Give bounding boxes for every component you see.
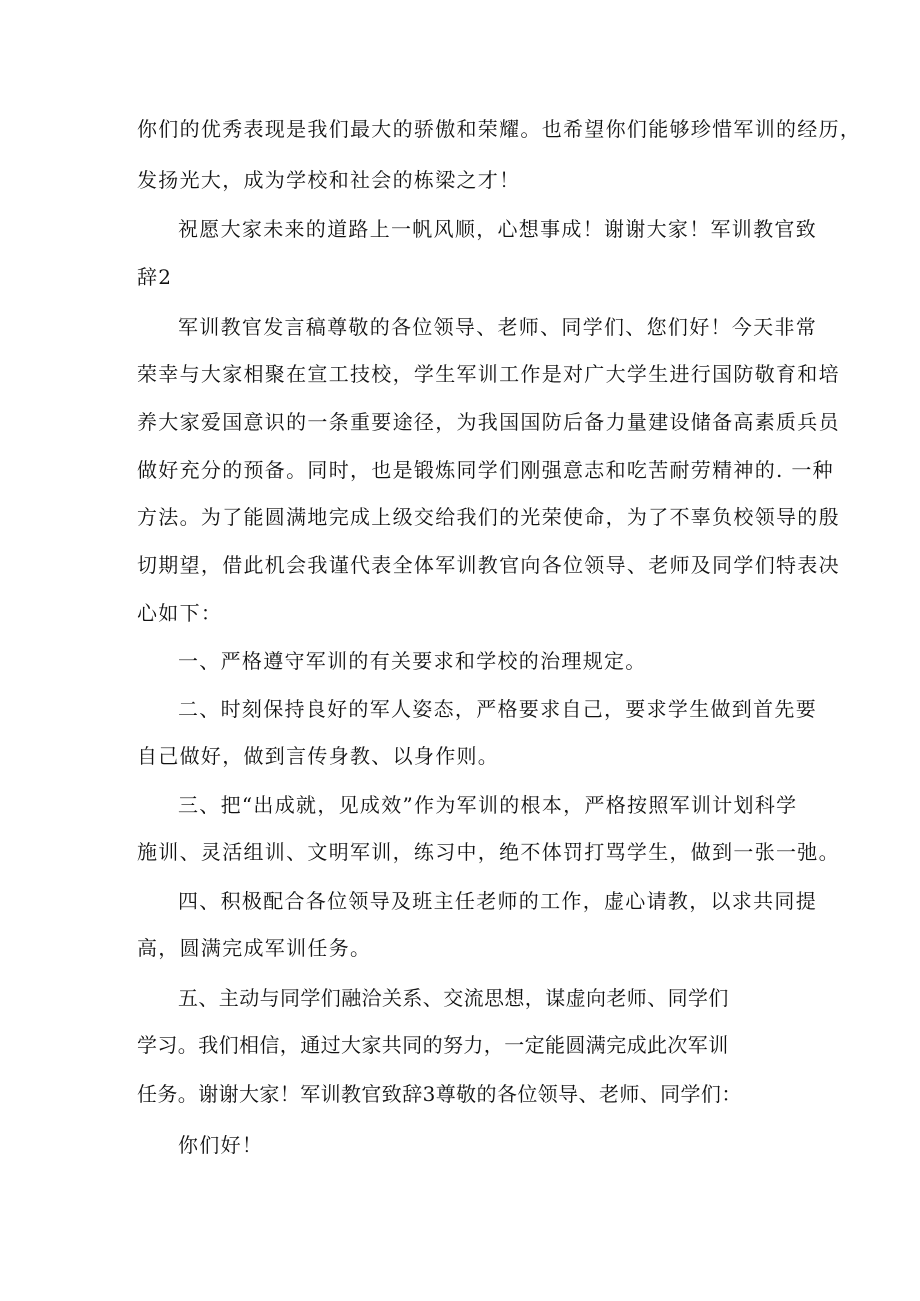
paragraph-line: 高，圆满完成军训任务。: [137, 936, 372, 960]
paragraph-line: 四、积极配合各位领导及班主任老师的工作，虚心请教，以求共同提: [178, 889, 817, 913]
paragraph-line: 你们好！: [178, 1133, 264, 1157]
paragraph-line: 二、时刻保持良好的军人姿态，严格要求自己，要求学生做到首先要: [178, 697, 817, 721]
paragraph-line: 切期望，借此机会我谨代表全体军训教官向各位领导、老师及同学们特表决: [137, 553, 840, 577]
paragraph-line: 做好充分的预备。同时，也是锻炼同学们刚强意志和吃苦耐劳精神的. 一种: [137, 458, 834, 482]
paragraph-line: 自己做好，做到言传身教、以身作则。: [137, 744, 500, 768]
paragraph-line: 任务。谢谢大家！军训教官致辞3尊敬的各位领导、老师、同学们：: [137, 1082, 742, 1106]
paragraph-line: 祝愿大家未来的道路上一帆风顺，心想事成！谢谢大家！军训教官致: [178, 217, 817, 241]
paragraph-line: 发扬光大，成为学校和社会的栋梁之才！: [137, 168, 521, 192]
paragraph-line: 一、严格遵守军训的有关要求和学校的治理规定。: [178, 649, 647, 673]
paragraph-line: 五、主动与同学们融洽关系、交流思想，谋虚向老师、同学们: [178, 986, 729, 1010]
paragraph-line: 你们的优秀表现是我们最大的骄傲和荣耀。也希望你们能够珍惜军训的经历，: [137, 117, 862, 141]
paragraph-line: 学习。我们相信，通过大家共同的努力，一定能圆满完成此次军训: [137, 1033, 729, 1057]
paragraph-line: 施训、灵活组训、文明军训，练习中，绝不体罚打骂学生，做到一张一弛。: [137, 840, 840, 864]
paragraph-line: 三、把“出成就，见成效”作为军训的根本，严格按照军训计划科学: [178, 793, 798, 817]
paragraph-line: 心如下：: [137, 601, 223, 625]
paragraph-line: 军训教官发言稿尊敬的各位领导、老师、同学们、您们好！今天非常: [178, 315, 817, 339]
paragraph-line: 方法。为了能圆满地完成上级交给我们的光荣使命，为了不辜负校领导的殷: [137, 505, 840, 529]
paragraph-line: 荣幸与大家相聚在宣工技校，学生军训工作是对广大学生进行国防敬育和培: [137, 362, 840, 386]
paragraph-line: 养大家爱国意识的一条重要途径，为我国国防后备力量建设储备高素质兵员: [137, 410, 840, 434]
paragraph-line: 辞2: [137, 265, 173, 289]
